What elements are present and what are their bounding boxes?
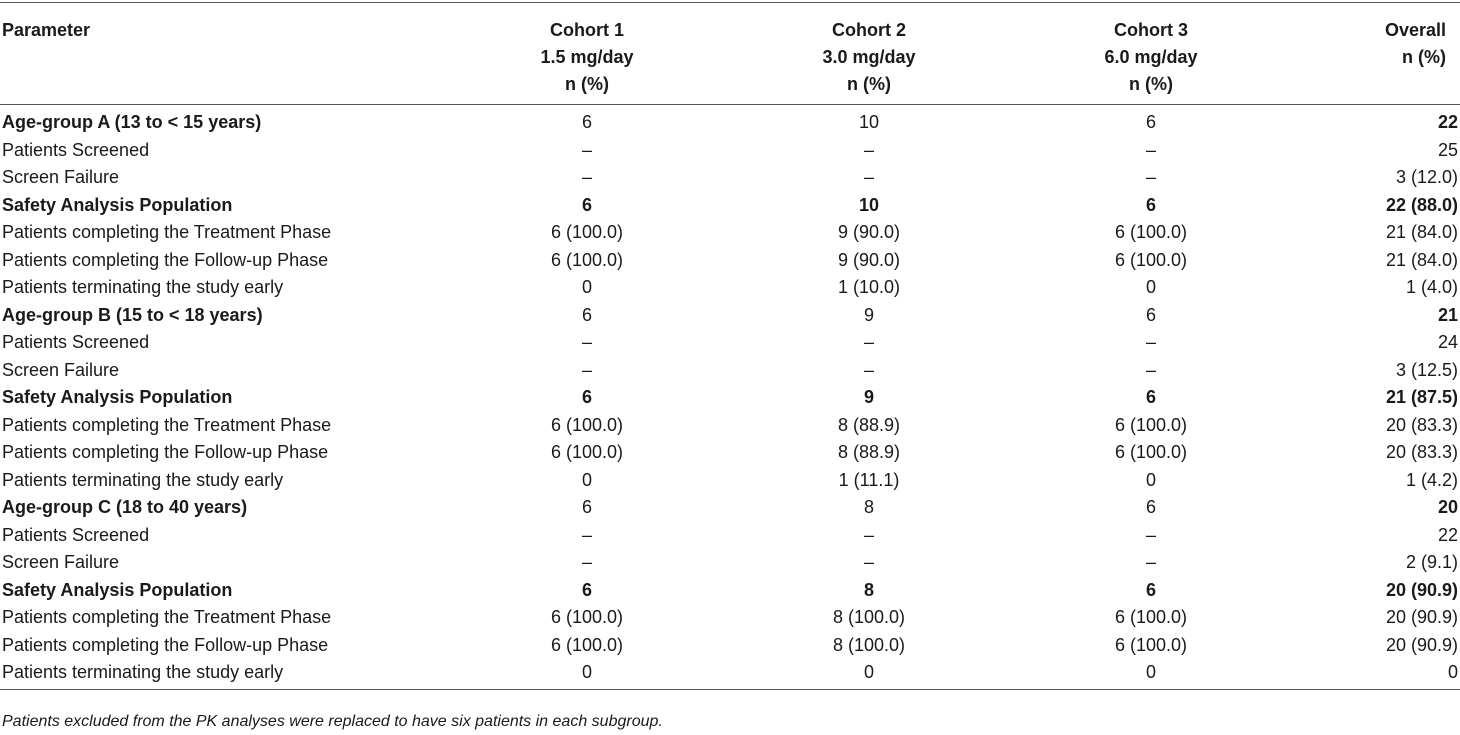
overall-cell: 21 (84.0) (1385, 222, 1458, 242)
cohort-2-cell: 8 (863, 497, 874, 517)
header-line: Cohort 3 (1114, 20, 1188, 40)
header-line: 1.5 mg/day (540, 47, 634, 67)
table-row (0, 137, 1460, 165)
header-line: Cohort 2 (832, 20, 906, 40)
row-label: Patients completing the Treatment Phase (2, 414, 332, 435)
cohort-2-cell: 0 (714, 659, 1024, 689)
header-line: Cohort 1 (550, 20, 624, 40)
header-line: Overall (1384, 20, 1446, 40)
overall-cell: 21 (1437, 304, 1458, 325)
overall-cell: 3 (12.0) (1395, 167, 1458, 187)
cohort-3-cell: 6 (1145, 579, 1156, 600)
row-label: Patients terminating the study early (2, 277, 284, 297)
cohort-3-cell: 0 (1145, 469, 1156, 490)
row-label: Patients terminating the study early (0, 659, 460, 689)
overall-cell: 21 (84.0) (1385, 249, 1458, 270)
header-cohort-1 (460, 3, 714, 105)
cohort-1-cell: – (581, 167, 592, 187)
table-row (0, 549, 1460, 577)
cohort-1-cell: 6 (100.0) (550, 414, 624, 435)
cohort-1-cell: 0 (581, 469, 592, 490)
cohort-2-cell: – (863, 332, 874, 352)
cohort-1-cell: 6 (100.0) (550, 249, 624, 270)
overall-cell: 0 (1278, 659, 1460, 689)
cohort-1-cell: – (581, 552, 592, 572)
overall-cell: 22 (88.0) (1385, 194, 1458, 215)
cohort-3-cell: – (1145, 359, 1156, 380)
cohort-1-cell: 6 (581, 304, 592, 325)
overall-cell: 20 (90.9) (1385, 579, 1458, 600)
cohort-2-cell: 8 (88.9) (837, 442, 901, 462)
cohort-2-cell: – (863, 139, 874, 160)
cohort-1-cell: – (581, 524, 592, 545)
row-label: Patients completing the Follow-up Phase (2, 634, 329, 655)
cohort-1-cell: – (581, 139, 592, 160)
cohort-2-cell: 8 (863, 579, 874, 600)
cohort-3-cell: – (1145, 332, 1156, 352)
overall-cell: 25 (1437, 139, 1458, 160)
cohort-3-cell: 6 (100.0) (1114, 442, 1188, 462)
cohort-3-cell: 6 (100.0) (1114, 414, 1188, 435)
cohort-2-cell: – (863, 552, 874, 572)
overall-cell: 20 (83.3) (1385, 442, 1458, 462)
cohort-1-cell: – (581, 332, 592, 352)
header-line: 3.0 mg/day (822, 47, 916, 67)
table-row (0, 164, 1460, 192)
cohort-1-cell: 6 (581, 112, 592, 132)
overall-cell: 21 (87.5) (1385, 387, 1458, 407)
row-label: Patients completing the Follow-up Phase (2, 442, 329, 462)
cohort-2-cell: 10 (858, 194, 880, 215)
table-row (0, 632, 1460, 660)
cohort-2-cell: 9 (863, 304, 874, 325)
cohort-1-cell: – (581, 359, 592, 380)
overall-cell: 1 (4.2) (1405, 469, 1458, 490)
overall-cell: 20 (90.9) (1385, 607, 1458, 627)
row-label: Patients Screened (2, 139, 150, 160)
table-body (0, 105, 1460, 690)
row-label: Safety Analysis Population (2, 579, 233, 600)
cohort-1-cell: 0 (581, 277, 592, 297)
cohort-3-cell: 6 (100.0) (1114, 607, 1188, 627)
row-label: Age-group B (15 to < 18 years) (2, 304, 263, 325)
header-cohort-3 (1024, 3, 1278, 105)
cohort-3-cell: 6 (1145, 497, 1156, 517)
overall-cell: 22 (1437, 112, 1458, 132)
row-label: Age-group C (18 to 40 years) (2, 497, 248, 517)
row-label: Patients completing the Treatment Phase (2, 607, 332, 627)
cohort-1-cell: 6 (581, 194, 592, 215)
disposition-table (0, 2, 1460, 690)
header-line: n (%) (1402, 47, 1446, 67)
table-row (0, 105, 1460, 137)
header-line: n (%) (1129, 74, 1173, 94)
table-row (0, 302, 1460, 330)
header-parameter (0, 3, 460, 105)
cohort-1-cell: 6 (100.0) (550, 634, 624, 655)
cohort-1-cell: 6 (100.0) (550, 607, 624, 627)
row-label: Screen Failure (2, 167, 120, 187)
cohort-3-cell: 6 (100.0) (1114, 222, 1188, 242)
cohort-1-cell: 6 (581, 579, 592, 600)
cohort-3-cell: 6 (1145, 112, 1156, 132)
overall-cell: 24 (1437, 332, 1458, 352)
overall-cell: 3 (12.5) (1395, 359, 1458, 380)
cohort-2-cell: 8 (100.0) (832, 607, 906, 627)
row-label: Patients terminating the study early (2, 469, 284, 490)
row-label: Patients Screened (2, 332, 150, 352)
cohort-2-cell: 8 (88.9) (837, 414, 901, 435)
cohort-3-cell: 6 (100.0) (1114, 249, 1188, 270)
row-label: Screen Failure (2, 359, 120, 380)
overall-cell: 1 (4.0) (1405, 277, 1458, 297)
cohort-3-cell: 6 (100.0) (1114, 634, 1188, 655)
header-line: n (%) (847, 74, 891, 94)
overall-cell: 22 (1437, 524, 1458, 545)
table-row (0, 577, 1460, 605)
overall-cell: 2 (9.1) (1405, 552, 1458, 572)
cohort-3-cell: – (1145, 139, 1156, 160)
table-row (0, 439, 1460, 467)
cohort-1-cell: 6 (581, 497, 592, 517)
cohort-3-cell: – (1145, 552, 1156, 572)
cohort-2-cell: – (863, 167, 874, 187)
overall-cell: 20 (1437, 497, 1458, 517)
cohort-2-cell: 1 (10.0) (837, 277, 901, 297)
cohort-2-cell: 9 (863, 387, 874, 407)
cohort-3-cell: – (1145, 524, 1156, 545)
header-row (0, 3, 1460, 105)
table-row (0, 494, 1460, 522)
cohort-2-cell: – (863, 359, 874, 380)
cohort-2-cell: 9 (90.0) (837, 222, 901, 242)
overall-cell: 20 (83.3) (1385, 414, 1458, 435)
cohort-1-cell: 6 (100.0) (550, 442, 624, 462)
table-row (0, 329, 1460, 357)
table-row (0, 384, 1460, 412)
row-label: Age-group A (13 to < 15 years) (2, 112, 262, 132)
cohort-2-cell: 10 (858, 112, 880, 132)
row-label: Patients Screened (2, 524, 150, 545)
table-row (0, 247, 1460, 275)
cohort-1-cell: 6 (581, 387, 592, 407)
table-row (0, 192, 1460, 220)
table-row (0, 467, 1460, 495)
table-footnote: Patients excluded from the PK analyses were replaced to have six patients in each subgroup. (2, 713, 663, 730)
cohort-2-cell: 8 (100.0) (832, 634, 906, 655)
header-line: Parameter (2, 20, 91, 40)
table-header (0, 3, 1460, 105)
header-line: 6.0 mg/day (1104, 47, 1198, 67)
cohort-3-cell: 6 (1145, 387, 1156, 407)
header-cohort-2 (714, 3, 1024, 105)
cohort-3-cell: 0 (1024, 659, 1278, 689)
row-label: Patients completing the Follow-up Phase (2, 249, 329, 270)
header-line: n (%) (565, 74, 609, 94)
row-label: Safety Analysis Population (2, 194, 233, 215)
cohort-1-cell: 0 (460, 659, 714, 689)
cohort-3-cell: 6 (1145, 194, 1156, 215)
cohort-2-cell: – (863, 524, 874, 545)
header-overall (1278, 3, 1460, 105)
table-row (0, 412, 1460, 440)
table-row (0, 274, 1460, 302)
cohort-2-cell: 9 (90.0) (837, 249, 901, 270)
row-label: Safety Analysis Population (2, 387, 233, 407)
cohort-3-cell: 6 (1145, 304, 1156, 325)
cohort-2-cell: 1 (11.1) (838, 469, 900, 490)
row-label: Patients completing the Treatment Phase (2, 222, 332, 242)
table-row (0, 659, 1460, 689)
overall-cell: 20 (90.9) (1385, 634, 1458, 655)
table-row (0, 604, 1460, 632)
row-label: Screen Failure (2, 552, 120, 572)
cohort-3-cell: – (1145, 167, 1156, 187)
table-row (0, 522, 1460, 550)
cohort-3-cell: 0 (1145, 277, 1156, 297)
table-row (0, 357, 1460, 385)
cohort-1-cell: 6 (100.0) (550, 222, 624, 242)
table-row (0, 219, 1460, 247)
